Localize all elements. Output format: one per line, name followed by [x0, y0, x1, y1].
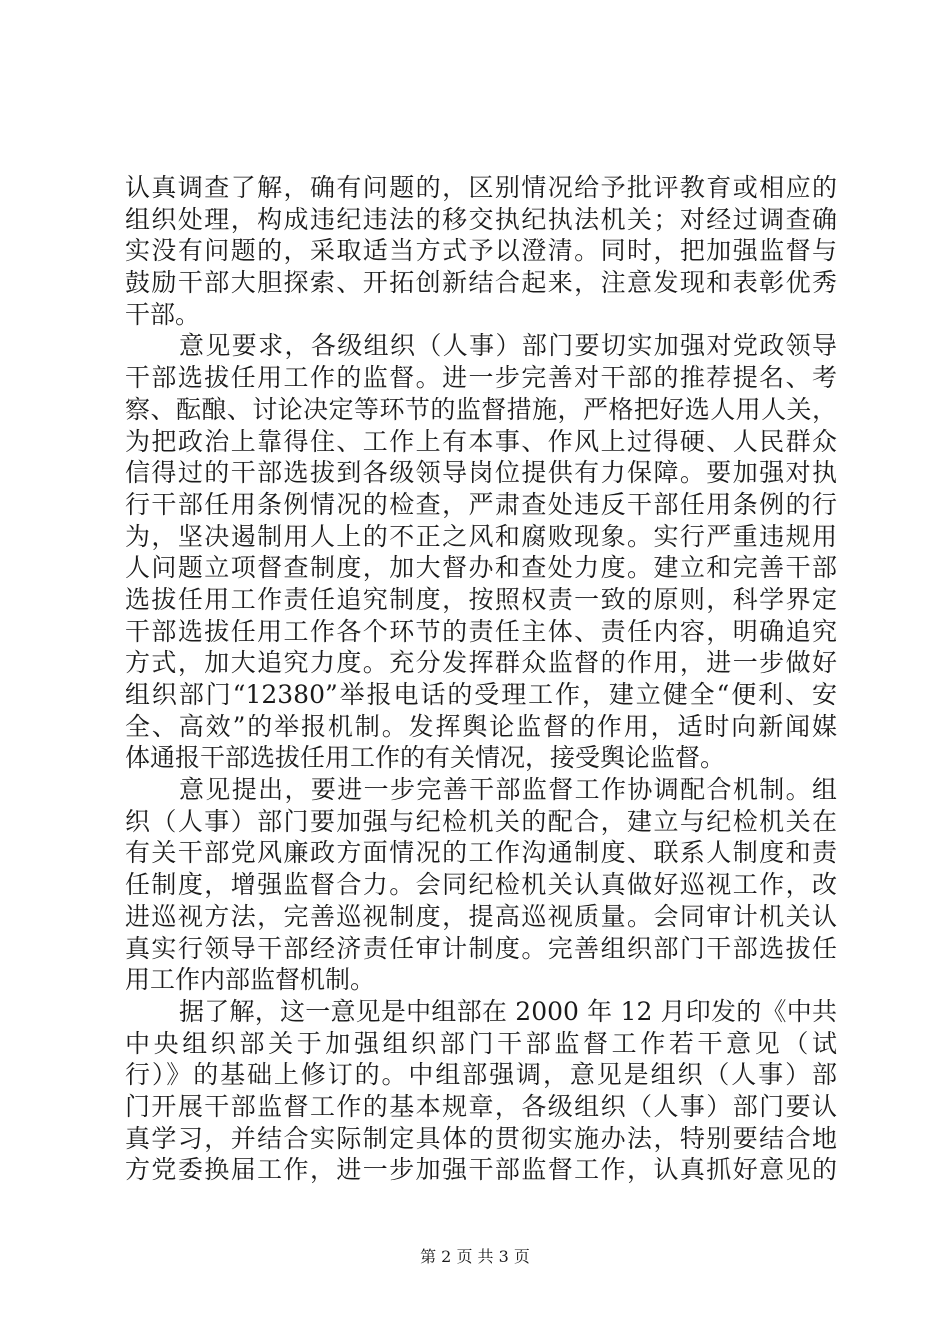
text-line: 察、酝酿、讨论决定等环节的监督措施，严格把好选人用人关，	[125, 394, 837, 424]
text-line: 有关干部党风廉政方面情况的工作沟通制度、联系人制度和责	[125, 838, 837, 868]
text-line: 行干部任用条例情况的检查，严肃查处违反干部任用条例的行	[125, 489, 837, 519]
text-line: 组织部门“12380”举报电话的受理工作，建立健全“便利、安	[125, 680, 837, 709]
text-line: 真实行领导干部经济责任审计制度。完善组织部门干部选拔任	[125, 933, 837, 963]
text-line: 全、高效”的举报机制。发挥舆论监督的作用，适时向新闻媒	[125, 711, 837, 741]
text-line: 人问题立项督查制度，加大督办和查处力度。建立和完善干部	[125, 553, 837, 583]
text-line: 为把政治上靠得住、工作上有本事、作风上过得硬、人民群众	[125, 426, 837, 456]
text-line: 选拔任用工作责任追究制度，按照权责一致的原则，科学界定	[125, 584, 837, 614]
text-line: 任制度，增强监督合力。会同纪检机关认真做好巡视工作，改	[125, 870, 837, 900]
text-line: 意见提出，要进一步完善干部监督工作协调配合机制。组	[179, 775, 837, 805]
text-line: 门开展干部监督工作的基本规章，各级组织（人事）部门要认	[125, 1091, 837, 1121]
text-line: 方式，加大追究力度。充分发挥群众监督的作用，进一步做好	[125, 648, 837, 678]
text-line: 干部选拔任用工作各个环节的责任主体、责任内容，明确追究	[125, 616, 837, 646]
text-line: 意见要求，各级组织（人事）部门要切实加强对党政领导	[179, 331, 837, 361]
text-line: 信得过的干部选拔到各级领导岗位提供有力保障。要加强对执	[125, 458, 837, 488]
text-line: 中央组织部关于加强组织部门干部监督工作若干意见（试	[125, 1028, 837, 1058]
text-line: 织（人事）部门要加强与纪检机关的配合，建立与纪检机关在	[125, 806, 837, 836]
page-footer	[0, 1247, 950, 1267]
text-line: 行）》的基础上修订的。中组部强调，意见是组织（人事）部	[125, 1060, 837, 1090]
document-body	[125, 172, 837, 1186]
page-number-label: 第 2 页 共 3 页	[420, 1247, 530, 1266]
text-line: 干部。	[125, 299, 201, 329]
text-line: 据了解，这一意见是中组部在 2000 年 12 月印发的《中共	[179, 996, 837, 1026]
text-line: 鼓励干部大胆探索、开拓创新结合起来，注意发现和表彰优秀	[125, 268, 837, 298]
text-line: 组织处理，构成违纪违法的移交执纪执法机关；对经过调查确	[125, 204, 837, 234]
text-line: 真学习，并结合实际制定具体的贯彻实施办法，特别要结合地	[125, 1123, 837, 1153]
text-line: 干部选拔任用工作的监督。进一步完善对干部的推荐提名、考	[125, 363, 837, 393]
text-line: 进巡视方法，完善巡视制度，提高巡视质量。会同审计机关认	[125, 901, 837, 931]
text-line: 体通报干部选拔任用工作的有关情况，接受舆论监督。	[125, 743, 726, 773]
text-line: 用工作内部监督机制。	[125, 965, 376, 995]
text-line: 实没有问题的，采取适当方式予以澄清。同时，把加强监督与	[125, 236, 837, 266]
text-line: 为，坚决遏制用人上的不正之风和腐败现象。实行严重违规用	[125, 521, 837, 551]
text-line: 方党委换届工作，进一步加强干部监督工作，认真抓好意见的	[125, 1155, 837, 1185]
text-line: 认真调查了解，确有问题的，区别情况给予批评教育或相应的	[125, 173, 837, 202]
